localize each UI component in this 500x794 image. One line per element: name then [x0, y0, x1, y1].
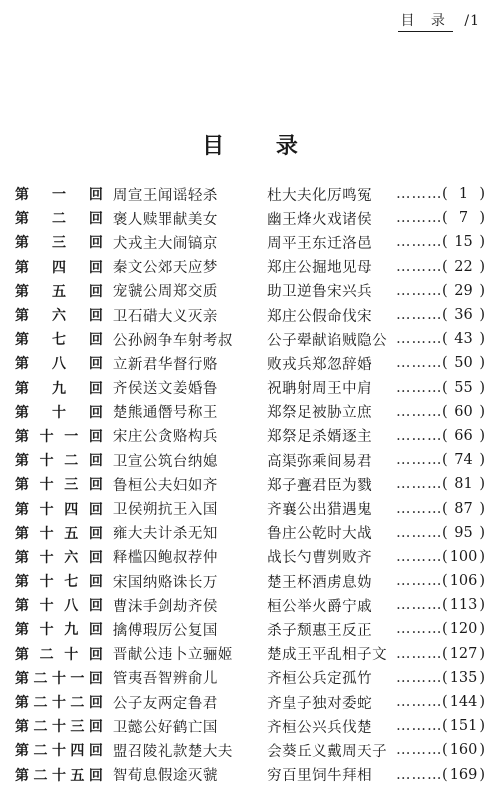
page-number-value: 95	[454, 524, 473, 541]
running-head-page-number: /1	[464, 13, 480, 29]
chapter-title-line-2: 败戎兵郑忽辞婚	[267, 356, 373, 373]
paren-close: )	[479, 234, 486, 251]
chapter-title-line-2: 齐皇子独对委蛇	[267, 695, 373, 712]
page-number-value: 15	[454, 234, 473, 251]
paren-open: (	[442, 500, 448, 517]
chapter-title-line-2: 助卫逆鲁宋兴兵	[267, 284, 373, 301]
page-number-value: 106	[449, 573, 478, 590]
chapter-number: 第 二 回	[15, 211, 103, 228]
chapter-title-line-2: 会葵丘义戴周天子	[267, 743, 388, 760]
paren-close: )	[479, 427, 486, 444]
paren-open: (	[442, 355, 448, 372]
page-number	[442, 525, 485, 541]
toc-entry	[15, 255, 485, 279]
chapter-number: 第 八 回	[15, 356, 103, 373]
chapter-number: 第 五 回	[15, 283, 103, 300]
paren-close: )	[479, 331, 486, 348]
paren-open: (	[442, 573, 448, 590]
chapter-title-line-2: 杜大夫化厉鸣冤	[267, 187, 373, 204]
dot-leader: ………	[396, 379, 443, 396]
chapter-number: 第 二 十 四 回	[15, 743, 103, 760]
page-number-value: 55	[454, 379, 473, 396]
dot-leader: ………	[396, 282, 443, 299]
page-number	[442, 428, 485, 444]
dot-leader: ………	[396, 331, 443, 348]
page-number	[442, 742, 485, 758]
page-number	[442, 331, 485, 347]
chapter-number: 第 十 六 回	[15, 549, 103, 566]
chapter-title-line-1: 秦文公郊天应梦	[112, 260, 218, 277]
dot-leader: ………	[396, 573, 443, 590]
chapter-number: 第 十 八 回	[15, 598, 103, 615]
paren-open: (	[442, 548, 448, 565]
running-head	[398, 10, 480, 32]
paren-open: (	[442, 282, 448, 299]
page-number	[442, 452, 485, 468]
paren-open: (	[442, 379, 448, 396]
paren-open: (	[442, 307, 448, 324]
dot-leader: ………	[396, 427, 443, 444]
paren-close: )	[479, 403, 486, 420]
dot-leader: ………	[396, 355, 443, 372]
toc-entry	[15, 666, 485, 690]
page-number	[442, 476, 485, 492]
chapter-number: 第 十 五 回	[15, 525, 103, 542]
chapter-number: 第 七 回	[15, 332, 103, 349]
page-number-value: 1	[458, 186, 469, 203]
paren-open: (	[442, 597, 448, 614]
page-number-value: 22	[454, 258, 473, 275]
chapter-title-line-2: 楚成王平乱相子文	[267, 647, 388, 664]
page-number	[442, 210, 485, 226]
chapter-title-line-2: 郑祭足杀婿逐主	[267, 429, 373, 446]
paren-close: )	[479, 524, 486, 541]
chapter-title-line-1: 鲁桓公夫妇如齐	[112, 477, 218, 494]
paren-open: (	[442, 476, 448, 493]
page-number	[442, 307, 485, 323]
chapter-number: 第 二 十 五 回	[15, 767, 103, 784]
paren-close: )	[479, 718, 486, 735]
chapter-title-line-1: 褒人赎罪献美女	[112, 211, 218, 228]
paren-open: (	[442, 621, 448, 638]
dot-leader: ………	[396, 669, 443, 686]
page-number-value: 36	[454, 307, 473, 324]
chapter-title-line-2: 郑子亹君臣为戮	[267, 477, 373, 494]
paren-close: )	[479, 694, 486, 711]
running-head-title: 目 录	[398, 10, 452, 32]
chapter-title-line-1: 卫石碏大义灭亲	[112, 308, 218, 325]
paren-open: (	[442, 452, 448, 469]
chapter-number: 第 一 回	[15, 187, 103, 204]
chapter-number: 第 二 十 回	[15, 646, 103, 663]
chapter-title-line-1: 犬戎主大闹镐京	[112, 235, 218, 252]
page-number	[442, 597, 485, 613]
paren-open: (	[442, 331, 448, 348]
page-number	[442, 186, 485, 202]
paren-close: )	[479, 645, 486, 662]
page-number-value: 169	[449, 766, 478, 783]
chapter-title-line-2: 周平王东迁洛邑	[267, 235, 373, 252]
page-number-value: 120	[449, 621, 478, 638]
chapter-title-line-2: 穷百里饲牛拜相	[267, 768, 373, 785]
chapter-title-line-1: 立新君华督行赂	[112, 356, 218, 373]
dot-leader: ………	[396, 524, 443, 541]
chapter-title-line-2: 祝聃射周王中肩	[267, 381, 373, 398]
paren-open: (	[442, 669, 448, 686]
chapter-number: 第 二 十 一 回	[15, 670, 103, 687]
paren-close: )	[479, 548, 486, 565]
page-number-value: 60	[454, 403, 473, 420]
chapter-title-line-1: 卫侯朔抗王入国	[112, 502, 218, 519]
chapter-title-line-1: 周宣王闻谣轻杀	[112, 187, 218, 204]
chapter-number: 第 十 三 回	[15, 477, 103, 494]
paren-close: )	[479, 379, 486, 396]
chapter-title-line-1: 释槛囚鲍叔荐仲	[112, 550, 218, 567]
page-number-value: 113	[449, 597, 478, 614]
chapter-number: 第 十 二 回	[15, 453, 103, 470]
chapter-title-line-2: 桓公举火爵宁戚	[267, 598, 373, 615]
toc-entry	[15, 521, 485, 545]
dot-leader: ………	[396, 258, 443, 275]
page-number-value: 29	[454, 282, 473, 299]
paren-close: )	[479, 621, 486, 638]
chapter-title-line-1: 公子友两定鲁君	[112, 695, 218, 712]
chapter-number: 第 三 回	[15, 235, 103, 252]
page-number-value: 66	[454, 427, 473, 444]
chapter-title-line-1: 公孙阏争车射考叔	[112, 332, 233, 349]
paren-close: )	[479, 742, 486, 759]
dot-leader: ………	[396, 476, 443, 493]
chapter-title-line-1: 管夷吾智辨俞儿	[112, 671, 218, 688]
toc-entry	[15, 400, 485, 424]
chapter-number: 第 十 九 回	[15, 622, 103, 639]
page-number	[442, 767, 485, 783]
toc-entry	[15, 182, 485, 206]
chapter-title-line-2: 杀子颓惠王反正	[267, 622, 373, 639]
table-of-contents	[15, 182, 485, 787]
chapter-title-line-2: 郑庄公掘地见母	[267, 260, 373, 277]
page-number	[442, 646, 485, 662]
chapter-title-line-1: 雍大夫计杀无知	[112, 526, 218, 543]
toc-entry	[15, 327, 485, 351]
paren-open: (	[442, 766, 448, 783]
paren-open: (	[442, 718, 448, 735]
dot-leader: ………	[396, 621, 443, 638]
paren-open: (	[442, 234, 448, 251]
page-number	[442, 501, 485, 517]
chapter-number: 第 十 四 回	[15, 501, 103, 518]
dot-leader: ………	[396, 766, 443, 783]
page-number	[442, 283, 485, 299]
page-number-value: 87	[454, 500, 473, 517]
chapter-title-line-2: 齐桓公兵定孤竹	[267, 671, 373, 688]
chapter-title-line-2: 楚王杯酒虏息妫	[267, 574, 373, 591]
paren-close: )	[479, 597, 486, 614]
toc-entry	[15, 496, 485, 520]
page-number-value: 81	[454, 476, 473, 493]
chapter-title-line-2: 齐襄公出猎遇鬼	[267, 502, 373, 519]
page-number	[442, 380, 485, 396]
page-number-value: 43	[454, 331, 473, 348]
chapter-title-line-2: 齐桓公兴兵伐楚	[267, 719, 373, 736]
chapter-title-line-2: 战长勺曹刿败齐	[267, 550, 373, 567]
paren-close: )	[479, 766, 486, 783]
chapter-title-line-2: 高渠弥乘间易君	[267, 453, 373, 470]
page-number	[442, 355, 485, 371]
chapter-title-line-1: 宋国纳赂诛长万	[112, 574, 218, 591]
toc-entry	[15, 569, 485, 593]
chapter-title-line-1: 宠虢公周郑交质	[112, 284, 218, 301]
chapter-title-line-2: 公子翚献谄贼隐公	[267, 332, 388, 349]
toc-entry	[15, 738, 485, 762]
toc-entry	[15, 206, 485, 230]
dot-leader: ………	[396, 403, 443, 420]
page-number	[442, 549, 485, 565]
chapter-number: 第 十 回	[15, 404, 103, 421]
paren-open: (	[442, 186, 448, 203]
page-number	[442, 259, 485, 275]
toc-entry	[15, 593, 485, 617]
page-number-value: 135	[449, 669, 478, 686]
paren-open: (	[442, 524, 448, 541]
dot-leader: ………	[396, 597, 443, 614]
paren-open: (	[442, 210, 448, 227]
paren-open: (	[442, 645, 448, 662]
paren-close: )	[479, 258, 486, 275]
chapter-number: 第 十 七 回	[15, 574, 103, 591]
paren-close: )	[479, 186, 486, 203]
chapter-title-line-1: 卫懿公好鹤亡国	[112, 719, 218, 736]
dot-leader: ………	[396, 307, 443, 324]
page-number	[442, 621, 485, 637]
chapter-title-line-1: 曹沫手剑劫齐侯	[112, 598, 218, 615]
paren-close: )	[479, 573, 486, 590]
chapter-title-line-1: 卫宣公筑台纳媳	[112, 453, 218, 470]
dot-leader: ………	[396, 452, 443, 469]
paren-close: )	[479, 210, 486, 227]
toc-entry	[15, 376, 485, 400]
chapter-number: 第 二 十 三 回	[15, 719, 103, 736]
toc-entry	[15, 714, 485, 738]
dot-leader: ………	[396, 234, 443, 251]
toc-entry	[15, 690, 485, 714]
dot-leader: ………	[396, 500, 443, 517]
page-title: 目 录	[202, 134, 320, 159]
page-number-value: 160	[449, 742, 478, 759]
paren-open: (	[442, 258, 448, 275]
page-number	[442, 404, 485, 420]
toc-entry	[15, 472, 485, 496]
toc-entry	[15, 545, 485, 569]
paren-close: )	[479, 307, 486, 324]
chapter-title-line-2: 鲁庄公乾时大战	[267, 526, 373, 543]
paren-close: )	[479, 669, 486, 686]
dot-leader: ………	[396, 186, 443, 203]
toc-entry	[15, 279, 485, 303]
toc-entry	[15, 424, 485, 448]
chapter-title-line-1: 智荀息假途灭虢	[112, 768, 218, 785]
page-number-value: 100	[449, 548, 478, 565]
paren-close: )	[479, 282, 486, 299]
chapter-title-line-1: 楚熊通僭号称王	[112, 405, 218, 422]
page-number-value: 50	[454, 355, 473, 372]
dot-leader: ………	[396, 210, 443, 227]
page-number	[442, 670, 485, 686]
page-number	[442, 718, 485, 734]
chapter-title-line-1: 晋献公违卜立骊姬	[112, 647, 233, 664]
chapter-number: 第 六 回	[15, 308, 103, 325]
chapter-title-line-1: 齐侯送文姜婚鲁	[112, 381, 218, 398]
toc-entry	[15, 448, 485, 472]
page-number-value: 74	[454, 452, 473, 469]
paren-open: (	[442, 403, 448, 420]
chapter-title-line-2: 郑庄公假命伐宋	[267, 308, 373, 325]
paren-close: )	[479, 355, 486, 372]
paren-close: )	[479, 500, 486, 517]
page-number	[442, 694, 485, 710]
chapter-number: 第 十 一 回	[15, 428, 103, 445]
chapter-number: 第 四 回	[15, 259, 103, 276]
toc-entry	[15, 642, 485, 666]
toc-entry	[15, 230, 485, 254]
chapter-number: 第 二 十 二 回	[15, 695, 103, 712]
toc-entry	[15, 763, 485, 787]
chapter-number: 第 九 回	[15, 380, 103, 397]
dot-leader: ………	[396, 548, 443, 565]
page-number-value: 127	[449, 645, 478, 662]
dot-leader: ………	[396, 718, 443, 735]
dot-leader: ………	[396, 742, 443, 759]
paren-close: )	[479, 476, 486, 493]
chapter-title-line-1: 擒傅瑕厉公复国	[112, 622, 218, 639]
chapter-title-line-2: 幽王烽火戏诸侯	[267, 211, 373, 228]
paren-open: (	[442, 427, 448, 444]
dot-leader: ………	[396, 645, 443, 662]
paren-open: (	[442, 694, 448, 711]
chapter-title-line-2: 郑祭足被胁立庶	[267, 405, 373, 422]
page-number-value: 151	[449, 718, 478, 735]
page-number	[442, 573, 485, 589]
toc-entry	[15, 617, 485, 641]
paren-close: )	[479, 452, 486, 469]
toc-entry	[15, 351, 485, 375]
toc-entry	[15, 303, 485, 327]
dot-leader: ………	[396, 694, 443, 711]
chapter-title-line-1: 盟召陵礼款楚大夫	[112, 743, 233, 760]
page-number-value: 7	[458, 210, 469, 227]
page-number-value: 144	[449, 694, 478, 711]
paren-open: (	[442, 742, 448, 759]
page-number	[442, 234, 485, 250]
chapter-title-line-1: 宋庄公贪赂构兵	[112, 429, 218, 446]
